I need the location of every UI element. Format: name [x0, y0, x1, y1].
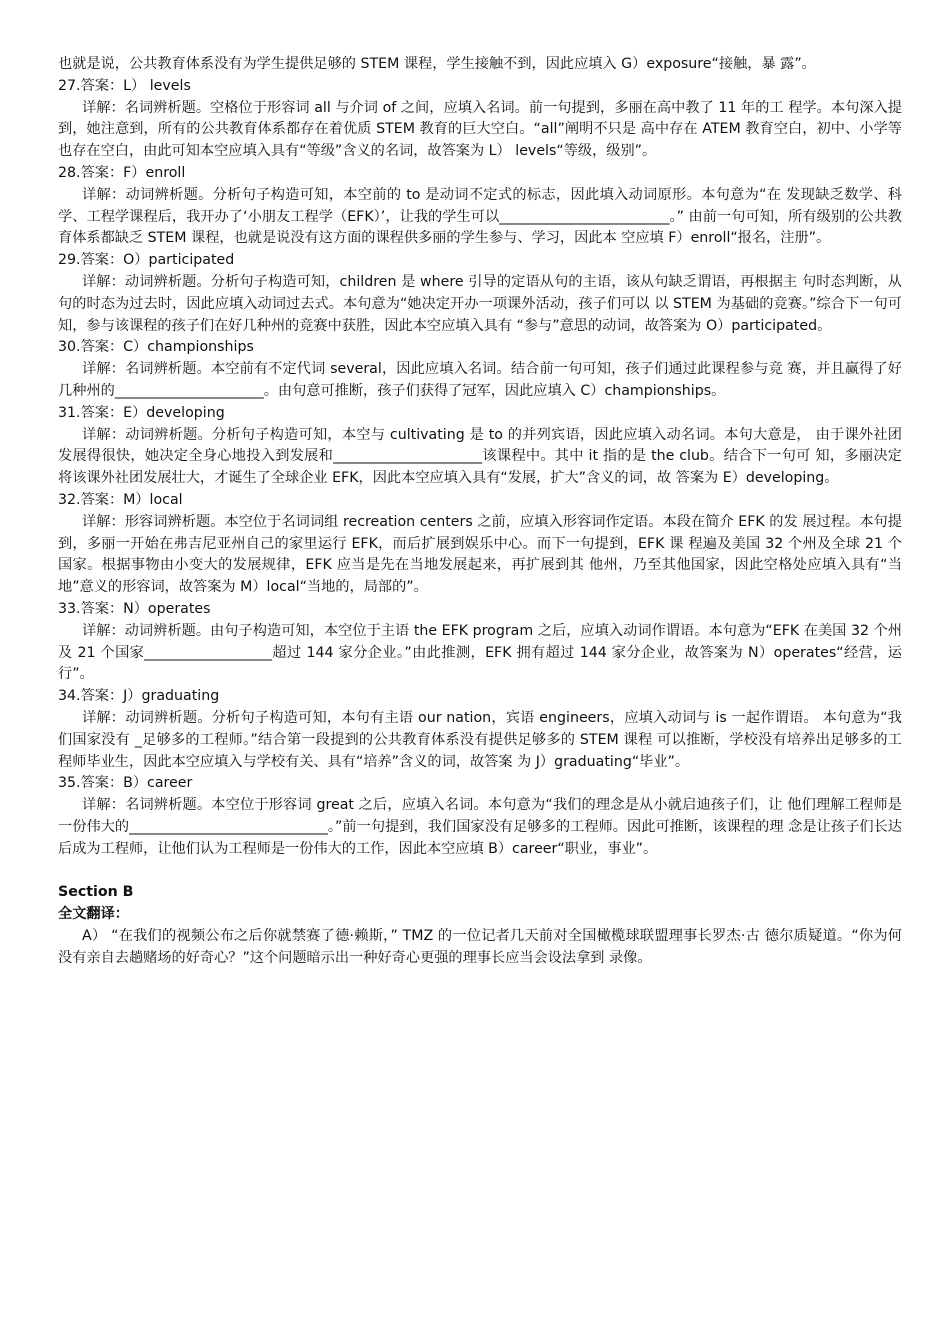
answer-31: 31.答案：E）developing — [58, 404, 225, 421]
translation-heading: 全文翻译： — [58, 906, 129, 923]
detail-27: 详解：名词辨析题。空格位于形容词 all 与介词 of 之间，应填入名词。前一句提到，多丽在高中教了 11 年的工 程学。本句深入提到，她注意到，所有的公共教育体系都存在着优质 STEM 教育的巨大空白。“all”阐明不只是 高中存在 ATEM 教育空白，初中、小学等也存在空白，由此可知本空应填入具有“等级”含义的名词，故答案为 L） levels“等级，级别”。 — [58, 99, 902, 160]
answer-34: 34.答案：J）graduating — [58, 688, 220, 705]
detail-28: 详解：动词辨析题。分析句子构造可知，本空前的 to 是动词不定式的标志，因此填入动词原形。本句意为“在 发现缺乏数学、科学、工程学课程后，我开办了‘小朋友工程学（EFK）’，让我的学生可以________________________。” 由前一句可知，所有级别的公共教育体系都缺乏 STEM 课程，也就是说没有这方面的课程供多丽的学生参与、学习，因此本 空应填 F）enroll“报名，注册”。 — [58, 186, 902, 247]
detail-32: 详解：形容词辨析题。本空位于名词词组 recreation centers 之前，应填入形容词作定语。本段在简介 EFK 的发 展过程。本句提到，多丽一开始在弗吉尼亚州自己的家里运行 EFK，而后扩展到娱乐中心。而下一句提到，EFK 课 程遍及美国 32 个州及全球 21 个国家。根据事物由小变大的发展规律，EFK 应当是先在当地发展起来，再扩展到其 他州，乃至其他国家，因此空格处应填入具有“当地”意义的形容词，故答案为 M）local“当地的，局部的”。 — [58, 513, 902, 596]
intro-paragraph: 也就是说，公共教育体系没有为学生提供足够的 STEM 课程，学生接触不到，因此应填入 G）exposure“接触，暴 露”。 — [58, 56, 816, 72]
detail-35: 详解：名词辨析题。本空位于形容词 great 之后，应填入名词。本句意为“我们的理念是从小就启迪孩子们，让 他们理解工程师是一份伟大的____________________________。”前一句提到，我们国家没有足够多的工程师。因此可推断，该课程的理 念是让孩子们长达后成为工程师，让他们认为工程师是一份伟大的工作，因此本空应填 B）career“职业，事业”。 — [58, 797, 902, 857]
answer-30: 30.答案：C）championships — [58, 339, 254, 356]
detail-34: 详解：动词辨析题。分析句子构造可知，本句有主语 our nation，宾语 engineers，应填入动词与 is 一起作谓语。 本句意为“我们国家没有 _足够多的工程师。”结合第一段提到的公共教育体系没有提供足够多的 STEM 课程 可以推断，学校没有培养出足够多的工程师毕业生，因此本空应填入与学校有关、具有“培养”含义的词，故答案 为 J）graduating“毕业”。 — [58, 709, 902, 770]
answer-28: 28.答案：F）enroll — [58, 164, 186, 181]
answer-27: 27.答案：L） levels — [58, 77, 191, 94]
spacer — [58, 860, 902, 882]
answer-32: 32.答案：M）local — [58, 491, 183, 508]
detail-29: 详解：动词辨析题。分析句子构造可知，children 是 where 引导的定语从句的主语，该从句缺乏谓语，再根据主 句时态判断，从句的时态为过去时，因此应填入动词过去式。本句意为“她决定开办一项课外活动，孩子们可以 以 STEM 为基础的竞赛。”综合下一句可知，参与该课程的孩子们在好几种州的竞赛中获胜，因此本空应填入具有 “参与”意思的动词，故答案为 O）participated。 — [58, 273, 902, 334]
answer-29: 29.答案：O）participated — [58, 252, 235, 269]
section-heading: Section B — [58, 884, 134, 901]
answer-33: 33.答案：N）operates — [58, 600, 211, 617]
translation-paragraph-a: A） “在我们的视频公布之后你就禁赛了德·赖斯，” TMZ 的一位记者几天前对全国橄榄球联盟理事长罗杰·古 德尔质疑道。“你为何没有亲自去趟赌场的好奇心？”这个问题暗示出一种好奇心更强的理事长应当会设法拿到 录像。 — [58, 928, 902, 966]
detail-31: 详解：动词辨析题。分析句子构造可知，本空与 cultivating 是 to 的并列宾语，因此应填入动名词。本句大意是， 由于课外社团发展得很快，她决定全身心地投入到发展和_____________________该课程中。其中 it 指的是 the club。结合下一句可 知，多丽决定将该课外社团发展壮大，才诞生了全球企业 EFK，因此本空应填入具有“发展，扩大”含义的词，故 答案为 E）developing。 — [58, 426, 902, 487]
detail-33: 详解：动词辨析题。由句子构造可知，本空位于主语 the EFK program 之后，应填入动词作谓语。本句意为“EFK 在美国 32 个州及 21 个国家__________________超过 144 家分企业。”由此推测，EFK 拥有超过 144 家分企业，故答案为 N）operates“经营，运行”。 — [58, 622, 902, 683]
answer-35: 35.答案：B）career — [58, 775, 193, 792]
detail-30: 详解：名词辨析题。本空前有不定代词 several，因此应填入名词。结合前一句可知，孩子们通过此课程参与竞 赛，并且赢得了好几种州的_____________________。由句意可推断，孩子们获得了冠军，因此应填入 C）championships。 — [58, 361, 902, 399]
